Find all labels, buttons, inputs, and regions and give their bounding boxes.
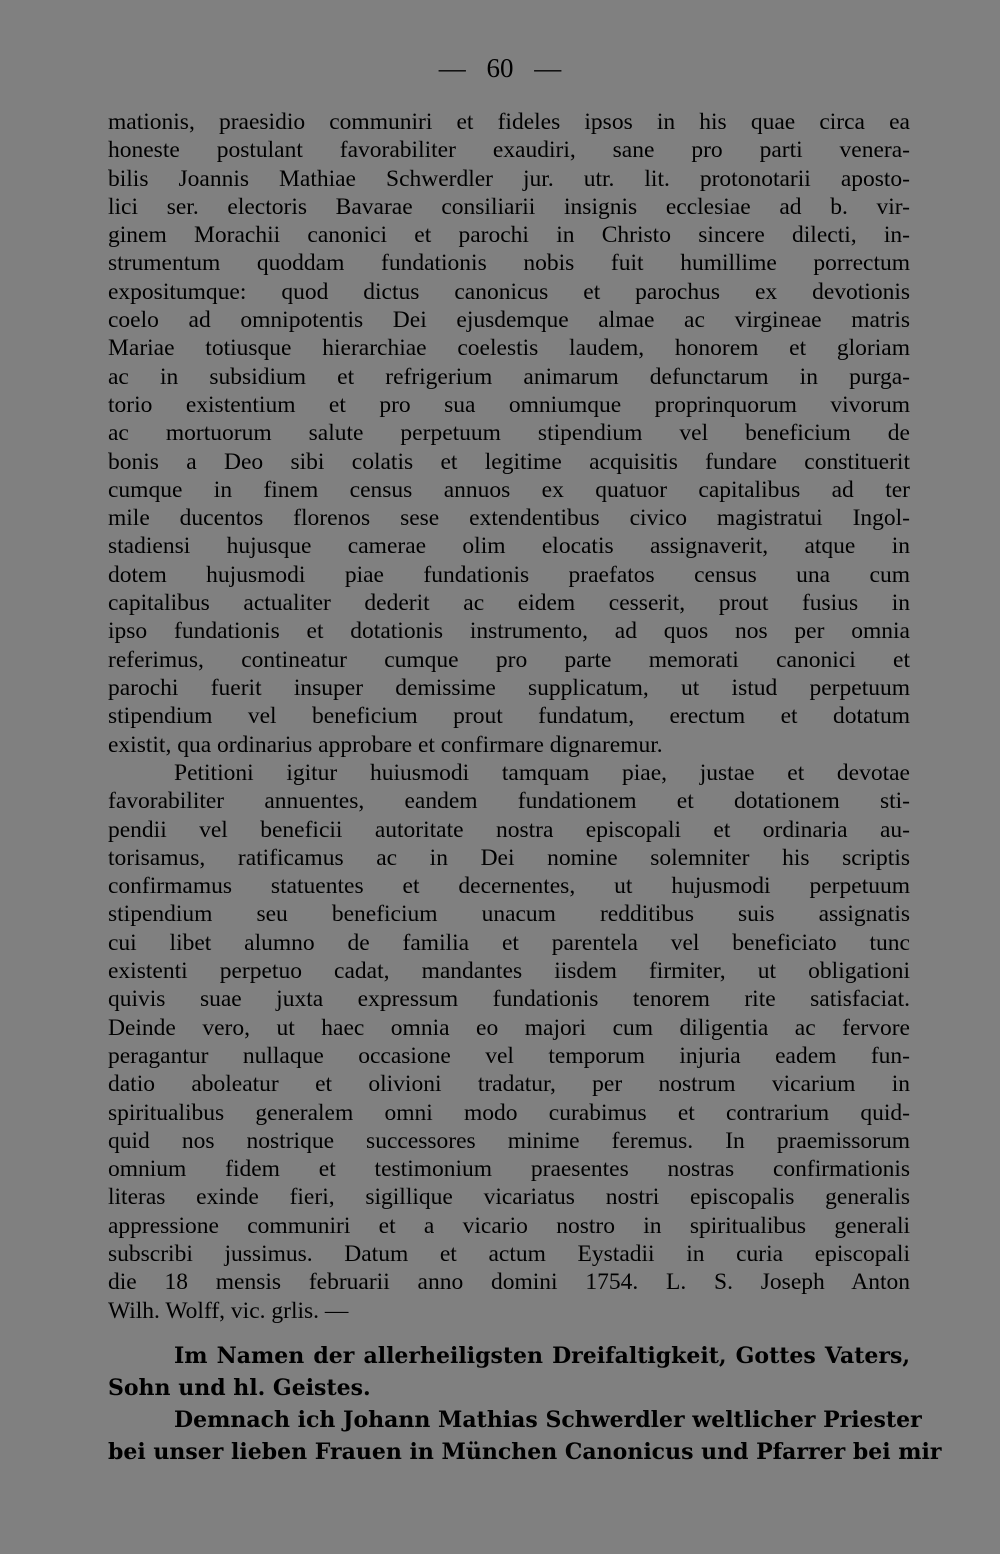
text-line: bilis Joannis Mathiae Schwerdler jur. utr. lit. protonotarii aposto- xyxy=(108,165,910,192)
text-line: existenti perpetuo cadat, mandantes iisdem firmiter, ut obligationi xyxy=(108,958,910,985)
text-line: Petitioni igitur huiusmodi tamquam piae, justae et devotae xyxy=(174,760,910,786)
text-line: mationis, praesidio communiri et fideles ipsos in his quae circa ea xyxy=(108,109,910,135)
text-line: favorabiliter annuentes, eandem fundationem et dotationem sti- xyxy=(108,788,910,815)
text-line: strumentum quoddam fundationis nobis fuit humillime porrectum xyxy=(108,250,910,277)
heading-fraktur-invocation xyxy=(108,1340,910,1404)
text-line: ac in subsidium et refrigerium animarum defunctarum in purga- xyxy=(108,363,910,390)
text-line: Im Namen der allerheiligsten Dreifaltigkeit, Gottes Vaters, xyxy=(174,1343,910,1369)
text-line: bei unser lieben Frauen in München Canonicus und Pfarrer bei mir xyxy=(108,1439,942,1465)
paragraph-latin-confirmation xyxy=(108,759,910,1325)
paragraph-latin-petition xyxy=(108,108,910,759)
text-line: Deinde vero, ut haec omnia eo majori cum diligentia ac fervore xyxy=(108,1014,910,1041)
text-line: honeste postulant favorabiliter exaudiri, sane pro parti venera- xyxy=(108,137,910,164)
text-line: datio aboleatur et olivioni tradatur, per nostrum vicarium in xyxy=(108,1071,910,1098)
text-line: Demnach ich Johann Mathias Schwerdler weltlicher Priester xyxy=(174,1407,922,1433)
text-line: ginem Morachii canonici et parochi in Christo sincere dilecti, in- xyxy=(108,222,910,249)
text-line: coelo ad omnipotentis Dei ejusdemque almae ac virgineae matris xyxy=(108,307,910,334)
text-line: stipendium vel beneficium prout fundatum, erectum et dotatum xyxy=(108,703,910,730)
text-line: peragantur nullaque occasione vel temporum injuria eadem fun- xyxy=(108,1042,910,1069)
text-line: Mariae totiusque hierarchiae coelestis laudem, honorem et gloriam xyxy=(108,335,910,362)
text-line: expositumque: quod dictus canonicus et parochus ex devotionis xyxy=(108,278,910,305)
page-number: — 60 — xyxy=(438,53,562,83)
text-line: Wilh. Wolff, vic. grlis. — xyxy=(108,1297,349,1324)
text-line: appressione communiri et a vicario nostro in spiritualibus generali xyxy=(108,1212,910,1239)
text-line: spiritualibus generalem omni modo curabimus et contrarium quid- xyxy=(108,1099,910,1126)
text-line: bonis a Deo sibi colatis et legitime acquisitis fundare constituerit xyxy=(108,448,910,475)
text-line: ac mortuorum salute perpetuum stipendium vel beneficium de xyxy=(108,420,910,447)
text-line: parochi fuerit insuper demissime supplicatum, ut istud perpetuum xyxy=(108,674,910,701)
text-line: stadiensi hujusque camerae olim elocatis assignaverit, atque in xyxy=(108,533,910,560)
text-line: lici ser. electoris Bavarae consiliarii insignis ecclesiae ad b. vir- xyxy=(108,193,910,220)
text-line: die 18 mensis februarii anno domini 1754. L. S. Joseph Anton xyxy=(108,1269,910,1296)
text-line: mile ducentos florenos sese extendentibus civico magistratui Ingol- xyxy=(108,505,910,532)
text-line: pendii vel beneficii autoritate nostra episcopali et ordinaria au- xyxy=(108,816,910,843)
text-line: torio existentium et pro sua omniumque proprinquorum vivorum xyxy=(108,391,910,418)
text-line: capitalibus actualiter dederit ac eidem cesserit, prout fusius in xyxy=(108,590,910,617)
text-line: cui libet alumno de familia et parentela vel beneficiato tunc xyxy=(108,929,910,956)
text-line: subscribi jussimus. Datum et actum Eystadii in curia episcopali xyxy=(108,1241,910,1268)
text-line: confirmamus statuentes et decernentes, ut hujusmodi perpetuum xyxy=(108,873,910,900)
text-line: ipso fundationis et dotationis instrumento, ad quos nos per omnia xyxy=(108,618,910,645)
text-line: torisamus, ratificamus ac in Dei nomine solemniter his scriptis xyxy=(108,844,910,871)
text-line: Sohn und hl. Geistes. xyxy=(108,1375,371,1401)
text-line: referimus, contineatur cumque pro parte memorati canonici et xyxy=(108,646,910,673)
text-line: literas exinde fieri, sigillique vicariatus nostri episcopalis generalis xyxy=(108,1184,910,1211)
text-line: quid nos nostrique successores minime feremus. In praemissorum xyxy=(108,1127,910,1154)
text-line: quivis suae juxta expressum fundationis tenorem rite satisfaciat. xyxy=(108,986,910,1013)
text-line: cumque in finem census annuos ex quatuor capitalibus ad ter xyxy=(108,476,910,503)
text-line: omnium fidem et testimonium praesentes nostras confirmationis xyxy=(108,1156,910,1183)
paragraph-fraktur-declaration xyxy=(108,1404,942,1468)
text-line: existit, qua ordinarius approbare et confirmare dignaremur. xyxy=(108,731,663,758)
text-line: stipendium seu beneficium unacum redditibus suis assignatis xyxy=(108,901,910,928)
text-line: dotem hujusmodi piae fundationis praefatos census una cum xyxy=(108,561,910,588)
